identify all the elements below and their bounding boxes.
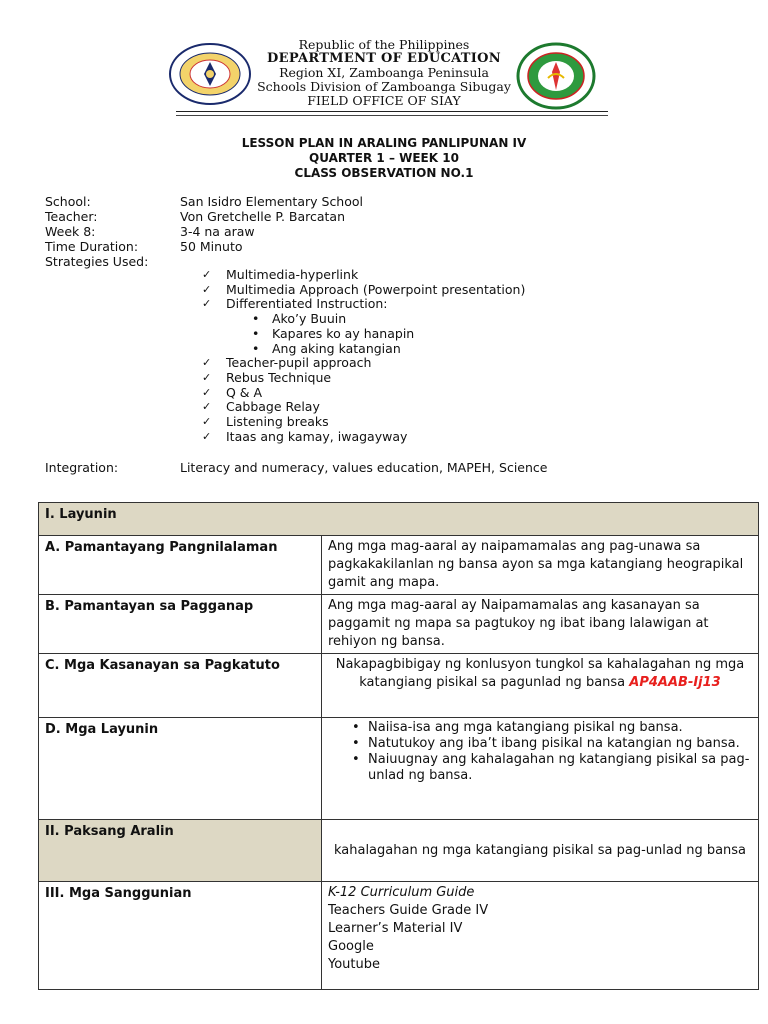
- list-item: ✓ Multimedia Approach (Powerpoint presentation): [202, 281, 526, 297]
- competency-code: AP4AAB-Ij13: [629, 675, 721, 690]
- letterhead: [0, 0, 768, 120]
- title-line-2: QUARTER 1 – WEEK 10: [309, 151, 459, 165]
- info-row-teacher: [45, 209, 363, 224]
- checkmark-icon: ✓: [202, 370, 212, 384]
- checkmark-icon: ✓: [202, 356, 212, 370]
- list-item: • Naiisa-isa ang mga katangiang pisikal ng bansa.: [352, 720, 683, 735]
- table-row: [39, 718, 759, 820]
- cell-value: Ang mga mag-aaral ay naipamamalas ang pag-unawa sa pagkakakilanlan ng bansa ayon sa mga katangiang heograpikal gamit ang mapa.: [322, 536, 759, 595]
- list-item: ✓ Itaas ang kamay, iwagayway: [202, 428, 408, 444]
- cell-label: D. Mga Layunin: [39, 718, 322, 820]
- list-item: • Naiuugnay ang kahalagahan ng katangiang pisikal sa pag-unlad ng bansa.: [352, 752, 750, 783]
- bullet-icon: •: [252, 340, 260, 356]
- header-rule-thick: [176, 111, 608, 112]
- list-item: • Ako’y Buuin: [252, 311, 347, 327]
- republic-line: Republic of the Philippines: [298, 37, 470, 52]
- list-item: ✓ Listening breaks: [202, 414, 329, 430]
- cell-label: II. Paksang Aralin: [39, 820, 322, 882]
- list-item: ✓ Q & A: [202, 384, 263, 400]
- cell-value: [322, 654, 759, 718]
- header-rule-thin: [176, 115, 608, 116]
- checkmark-icon: ✓: [202, 415, 212, 429]
- list-item: • Kapares ko ay hanapin: [252, 325, 415, 341]
- table-row: [39, 536, 759, 595]
- info-value: 50 Minuto: [180, 239, 243, 254]
- bullet-icon: •: [252, 311, 260, 327]
- checkmark-icon: ✓: [202, 429, 212, 443]
- checkmark-icon: ✓: [202, 297, 212, 311]
- info-label: Teacher:: [45, 209, 98, 224]
- title-line-3: CLASS OBSERVATION NO.1: [294, 166, 474, 180]
- list-item: ✓ Teacher-pupil approach: [202, 355, 372, 371]
- cell-label: B. Pamantayan sa Pagganap: [39, 595, 322, 654]
- list-item: ✓ Differentiated Instruction: • Ako’y Buuin • Kapares ko ay hanapin • Ang aking katangian: [202, 297, 525, 356]
- cell-value: [322, 718, 759, 820]
- reference-item: Google: [328, 939, 374, 954]
- cell-label: C. Mga Kasanayan sa Pagkatuto: [39, 654, 322, 718]
- table-row: [39, 503, 759, 536]
- info-row-school: [45, 194, 363, 209]
- checkmark-icon: ✓: [202, 268, 212, 281]
- field-office-line: FIELD OFFICE OF SIAY: [307, 93, 461, 108]
- list-item: ✓ Multimedia-hyperlink: [202, 267, 359, 282]
- bullet-icon: •: [352, 720, 360, 735]
- table-row: [39, 820, 759, 882]
- lesson-plan-table: [38, 502, 759, 990]
- integration-label: Integration:: [45, 460, 119, 475]
- lesson-info: [45, 194, 363, 269]
- info-value: 3-4 na araw: [180, 224, 255, 239]
- reference-item: K-12 Curriculum Guide: [328, 885, 475, 900]
- bullet-icon: •: [352, 736, 360, 751]
- competency-text: Nakapagbibigay ng konlusyon tungkol sa kahalagahan ng mga katangiang pisikal sa pagunlad ng bansa: [335, 657, 745, 690]
- table-row: [39, 654, 759, 718]
- checkmark-icon: ✓: [202, 400, 212, 414]
- lesson-plan-title: [0, 136, 768, 181]
- references-cell: [322, 882, 759, 990]
- strategies-list: [202, 268, 525, 444]
- reference-item: Learner’s Material IV: [328, 921, 463, 936]
- list-item: • Natutukoy ang iba’t ibang pisikal na katangian ng bansa.: [352, 736, 740, 751]
- division-seal-logo: [516, 42, 596, 110]
- info-label: Week 8:: [45, 224, 96, 239]
- list-item: ✓ Rebus Technique: [202, 369, 332, 385]
- checkmark-icon: ✓: [202, 282, 212, 296]
- letterhead-text: [250, 38, 518, 108]
- info-label: School:: [45, 194, 91, 209]
- cell-value: kahalagahan ng mga katangiang pisikal sa pag-unlad ng bansa: [322, 820, 759, 882]
- info-row-week: [45, 224, 363, 239]
- info-value: San Isidro Elementary School: [180, 194, 364, 209]
- bullet-icon: •: [352, 752, 360, 767]
- objectives-list: [328, 720, 752, 784]
- cell-value: Ang mga mag-aaral ay Naipamamalas ang kasanayan sa paggamit ng mapa sa pagtukoy ng ibat ibang lalawigan at rehiyon ng bansa.: [322, 595, 759, 654]
- department-line: DEPARTMENT OF EDUCATION: [267, 51, 501, 66]
- info-label: Time Duration:: [45, 239, 139, 254]
- integration-value: Literacy and numeracy, values education, MAPEH, Science: [180, 460, 548, 475]
- reference-item: Teachers Guide Grade IV: [328, 903, 489, 918]
- region-line: Region XI, Zamboanga Peninsula: [279, 65, 489, 80]
- differentiated-sublist: [226, 312, 525, 356]
- layunin-header: I. Layunin: [39, 503, 759, 536]
- list-item: • Ang aking katangian: [252, 340, 401, 356]
- info-value: Von Gretchelle P. Barcatan: [180, 209, 346, 224]
- table-row: [39, 882, 759, 990]
- checkmark-icon: ✓: [202, 385, 212, 399]
- division-line: Schools Division of Zamboanga Sibugay: [257, 79, 511, 94]
- cell-label: A. Pamantayang Pangnilalaman: [39, 536, 322, 595]
- deped-seal-logo: [168, 42, 252, 106]
- reference-item: Youtube: [328, 957, 380, 972]
- info-row-duration: [45, 239, 363, 254]
- bullet-icon: •: [252, 325, 260, 341]
- list-item: ✓ Cabbage Relay: [202, 399, 320, 415]
- table-row: [39, 595, 759, 654]
- title-line-1: LESSON PLAN IN ARALING PANLIPUNAN IV: [241, 136, 527, 150]
- info-label: Strategies Used:: [45, 254, 149, 269]
- cell-label: III. Mga Sanggunian: [39, 882, 322, 990]
- integration-row: [45, 460, 547, 475]
